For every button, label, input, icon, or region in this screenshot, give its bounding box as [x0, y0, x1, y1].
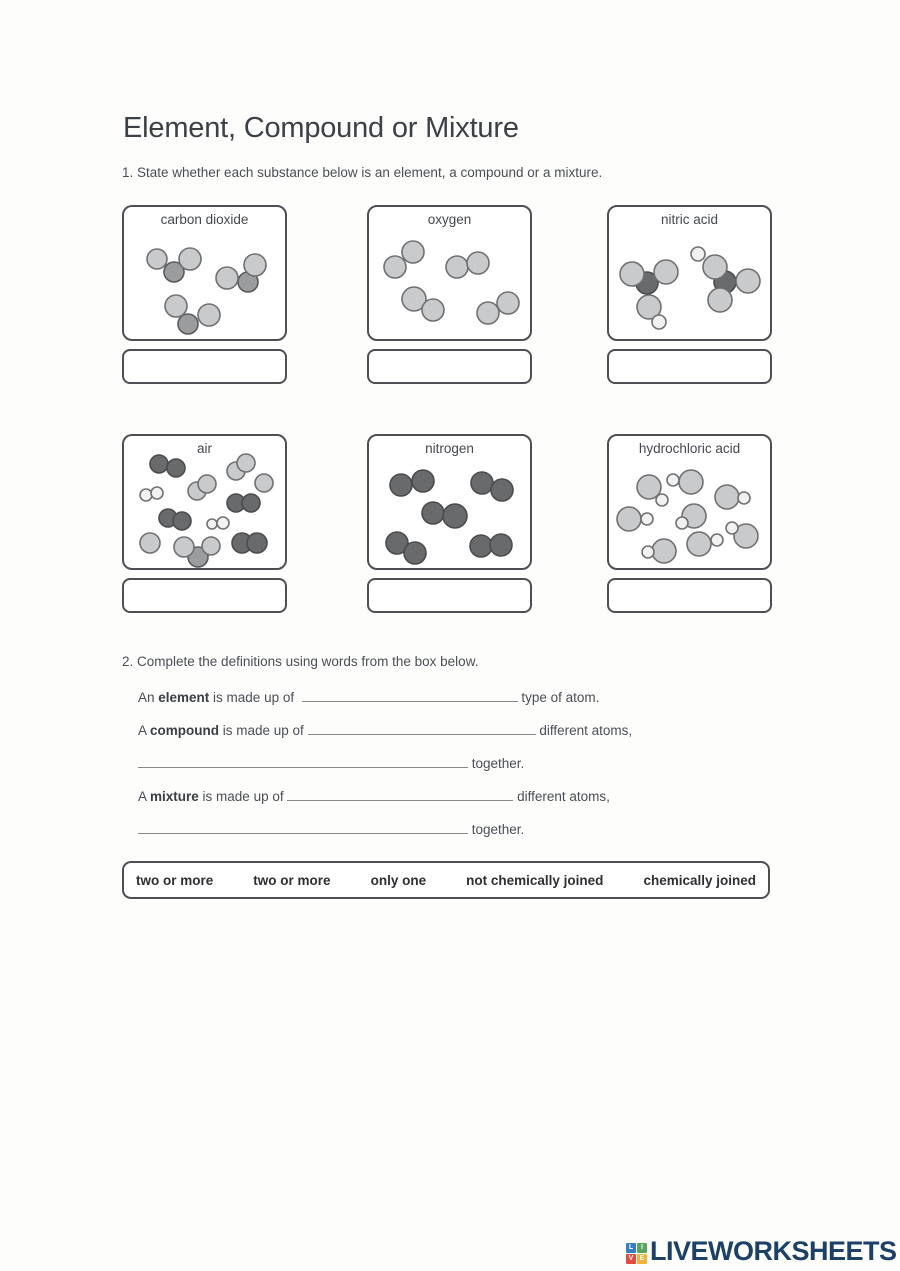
brand-text: LIVEWORKSHEETS — [650, 1236, 897, 1266]
definition-text: A — [138, 723, 151, 738]
question-2: 2. Complete the definitions using words from the box below. — [122, 654, 479, 669]
brand-tile-e: E — [637, 1254, 647, 1264]
definition-text: is made up of — [219, 723, 308, 738]
atom-light — [654, 260, 678, 284]
atom-dark — [150, 455, 168, 473]
atom-light — [687, 532, 711, 556]
atom-white — [738, 492, 750, 504]
atom-light — [237, 454, 255, 472]
atom-light — [679, 470, 703, 494]
atom-light — [244, 254, 266, 276]
atom-dark — [412, 470, 434, 492]
atom-light — [402, 241, 424, 263]
molecule-box-nitric-acid — [607, 205, 772, 341]
substance-card-carbon-dioxide — [122, 205, 287, 384]
molecule-box-hydrochloric-acid — [607, 434, 772, 570]
atom-white — [691, 247, 705, 261]
word-bank-item: only one — [370, 872, 427, 888]
substance-label-nitric-acid: nitric acid — [660, 212, 719, 227]
definition-text: is made up of — [198, 789, 288, 804]
definition-line-4 — [138, 786, 718, 806]
molecule-box-air — [122, 434, 287, 570]
atom-white — [676, 517, 688, 529]
substance-label-air: air — [196, 441, 212, 456]
answer-input-hydrochloric-acid[interactable] — [607, 578, 772, 613]
definition-text: A — [138, 789, 151, 804]
atom-light — [736, 269, 760, 293]
word-bank-item: two or more — [253, 872, 331, 888]
definition-blank[interactable] — [308, 720, 536, 735]
definition-keyword: element — [158, 690, 210, 705]
brand-tile-v: V — [626, 1254, 636, 1264]
substance-label-oxygen: oxygen — [427, 212, 472, 227]
definition-blank[interactable] — [302, 687, 518, 702]
substance-card-hydrochloric-acid — [607, 434, 772, 613]
atom-dark — [470, 535, 492, 557]
page-title: Element, Compound or Mixture — [123, 112, 519, 144]
atom-light — [703, 255, 727, 279]
atom-light — [179, 248, 201, 270]
atom-dark — [167, 459, 185, 477]
definition-text: is made up of — [209, 690, 302, 705]
atom-white — [207, 519, 217, 529]
atom-light — [715, 485, 739, 509]
atom-white — [151, 487, 163, 499]
atom-light — [446, 256, 468, 278]
atom-dark — [173, 512, 191, 530]
atom-white — [656, 494, 668, 506]
atom-white — [726, 522, 738, 534]
definition-blank[interactable] — [138, 753, 468, 768]
definition-blank[interactable] — [287, 786, 513, 801]
definition-text: An — [138, 690, 159, 705]
definition-line-3 — [138, 753, 718, 773]
atom-light — [617, 507, 641, 531]
answer-input-nitrogen[interactable] — [367, 578, 532, 613]
definitions — [138, 687, 718, 852]
definition-text: type of atom. — [517, 690, 600, 705]
atom-dark — [247, 533, 267, 553]
word-bank-item: chemically joined — [643, 872, 756, 888]
brand-tile-i: I — [637, 1243, 647, 1253]
atom-mid — [178, 314, 198, 334]
atom-light — [708, 288, 732, 312]
molecule-box-nitrogen — [367, 434, 532, 570]
atom-dark — [404, 542, 426, 564]
definition-text: together. — [468, 822, 525, 837]
atom-light — [620, 262, 644, 286]
definition-text: different atoms, — [535, 723, 633, 738]
molecule-box-oxygen — [367, 205, 532, 341]
word-bank-item: not chemically joined — [466, 872, 604, 888]
atom-white — [711, 534, 723, 546]
molecule-box-carbon-dioxide — [122, 205, 287, 341]
substance-card-nitrogen — [367, 434, 532, 613]
atom-light — [497, 292, 519, 314]
definition-text: different atoms, — [513, 789, 610, 804]
definition-keyword: compound — [150, 723, 220, 738]
substance-label-nitrogen: nitrogen — [425, 441, 474, 456]
atom-dark — [242, 494, 260, 512]
substance-label-hydrochloric-acid: hydrochloric acid — [638, 441, 741, 456]
definition-line-1 — [138, 687, 718, 707]
atom-dark — [471, 472, 493, 494]
atom-light — [140, 533, 160, 553]
definition-line-5 — [138, 819, 718, 839]
definition-blank[interactable] — [138, 819, 468, 834]
atom-dark — [390, 474, 412, 496]
atom-dark — [422, 502, 444, 524]
atom-light — [255, 474, 273, 492]
atom-light — [198, 304, 220, 326]
answer-input-nitric-acid[interactable] — [607, 349, 772, 384]
definition-text: together. — [468, 756, 525, 771]
atom-white — [652, 315, 666, 329]
atom-dark — [491, 479, 513, 501]
atom-light — [202, 537, 220, 555]
brand-tiles-icon — [626, 1243, 647, 1264]
atom-light — [384, 256, 406, 278]
atom-white — [667, 474, 679, 486]
atom-white — [217, 517, 229, 529]
substance-label-carbon-dioxide: carbon dioxide — [160, 212, 249, 227]
liveworksheets-logo[interactable] — [626, 1236, 897, 1267]
answer-input-air[interactable] — [122, 578, 287, 613]
substance-card-oxygen — [367, 205, 532, 384]
substance-card-nitric-acid — [607, 205, 772, 384]
brand-tile-l: L — [626, 1243, 636, 1253]
atom-light — [216, 267, 238, 289]
atom-light — [652, 539, 676, 563]
definition-keyword: mixture — [150, 789, 199, 804]
atom-light — [174, 537, 194, 557]
atom-dark — [443, 504, 467, 528]
atom-light — [165, 295, 187, 317]
answer-input-oxygen[interactable] — [367, 349, 532, 384]
word-bank-item: two or more — [136, 872, 214, 888]
definition-line-2 — [138, 720, 718, 740]
atom-light — [198, 475, 216, 493]
word-bank — [122, 861, 770, 899]
atom-white — [642, 546, 654, 558]
atom-light — [477, 302, 499, 324]
atom-light — [147, 249, 167, 269]
atom-white — [641, 513, 653, 525]
atom-light — [467, 252, 489, 274]
atom-white — [140, 489, 152, 501]
atom-dark — [490, 534, 512, 556]
answer-input-carbon-dioxide[interactable] — [122, 349, 287, 384]
question-1: 1. State whether each substance below is an element, a compound or a mixture. — [122, 165, 603, 180]
substance-card-air — [122, 434, 287, 613]
atom-light — [422, 299, 444, 321]
